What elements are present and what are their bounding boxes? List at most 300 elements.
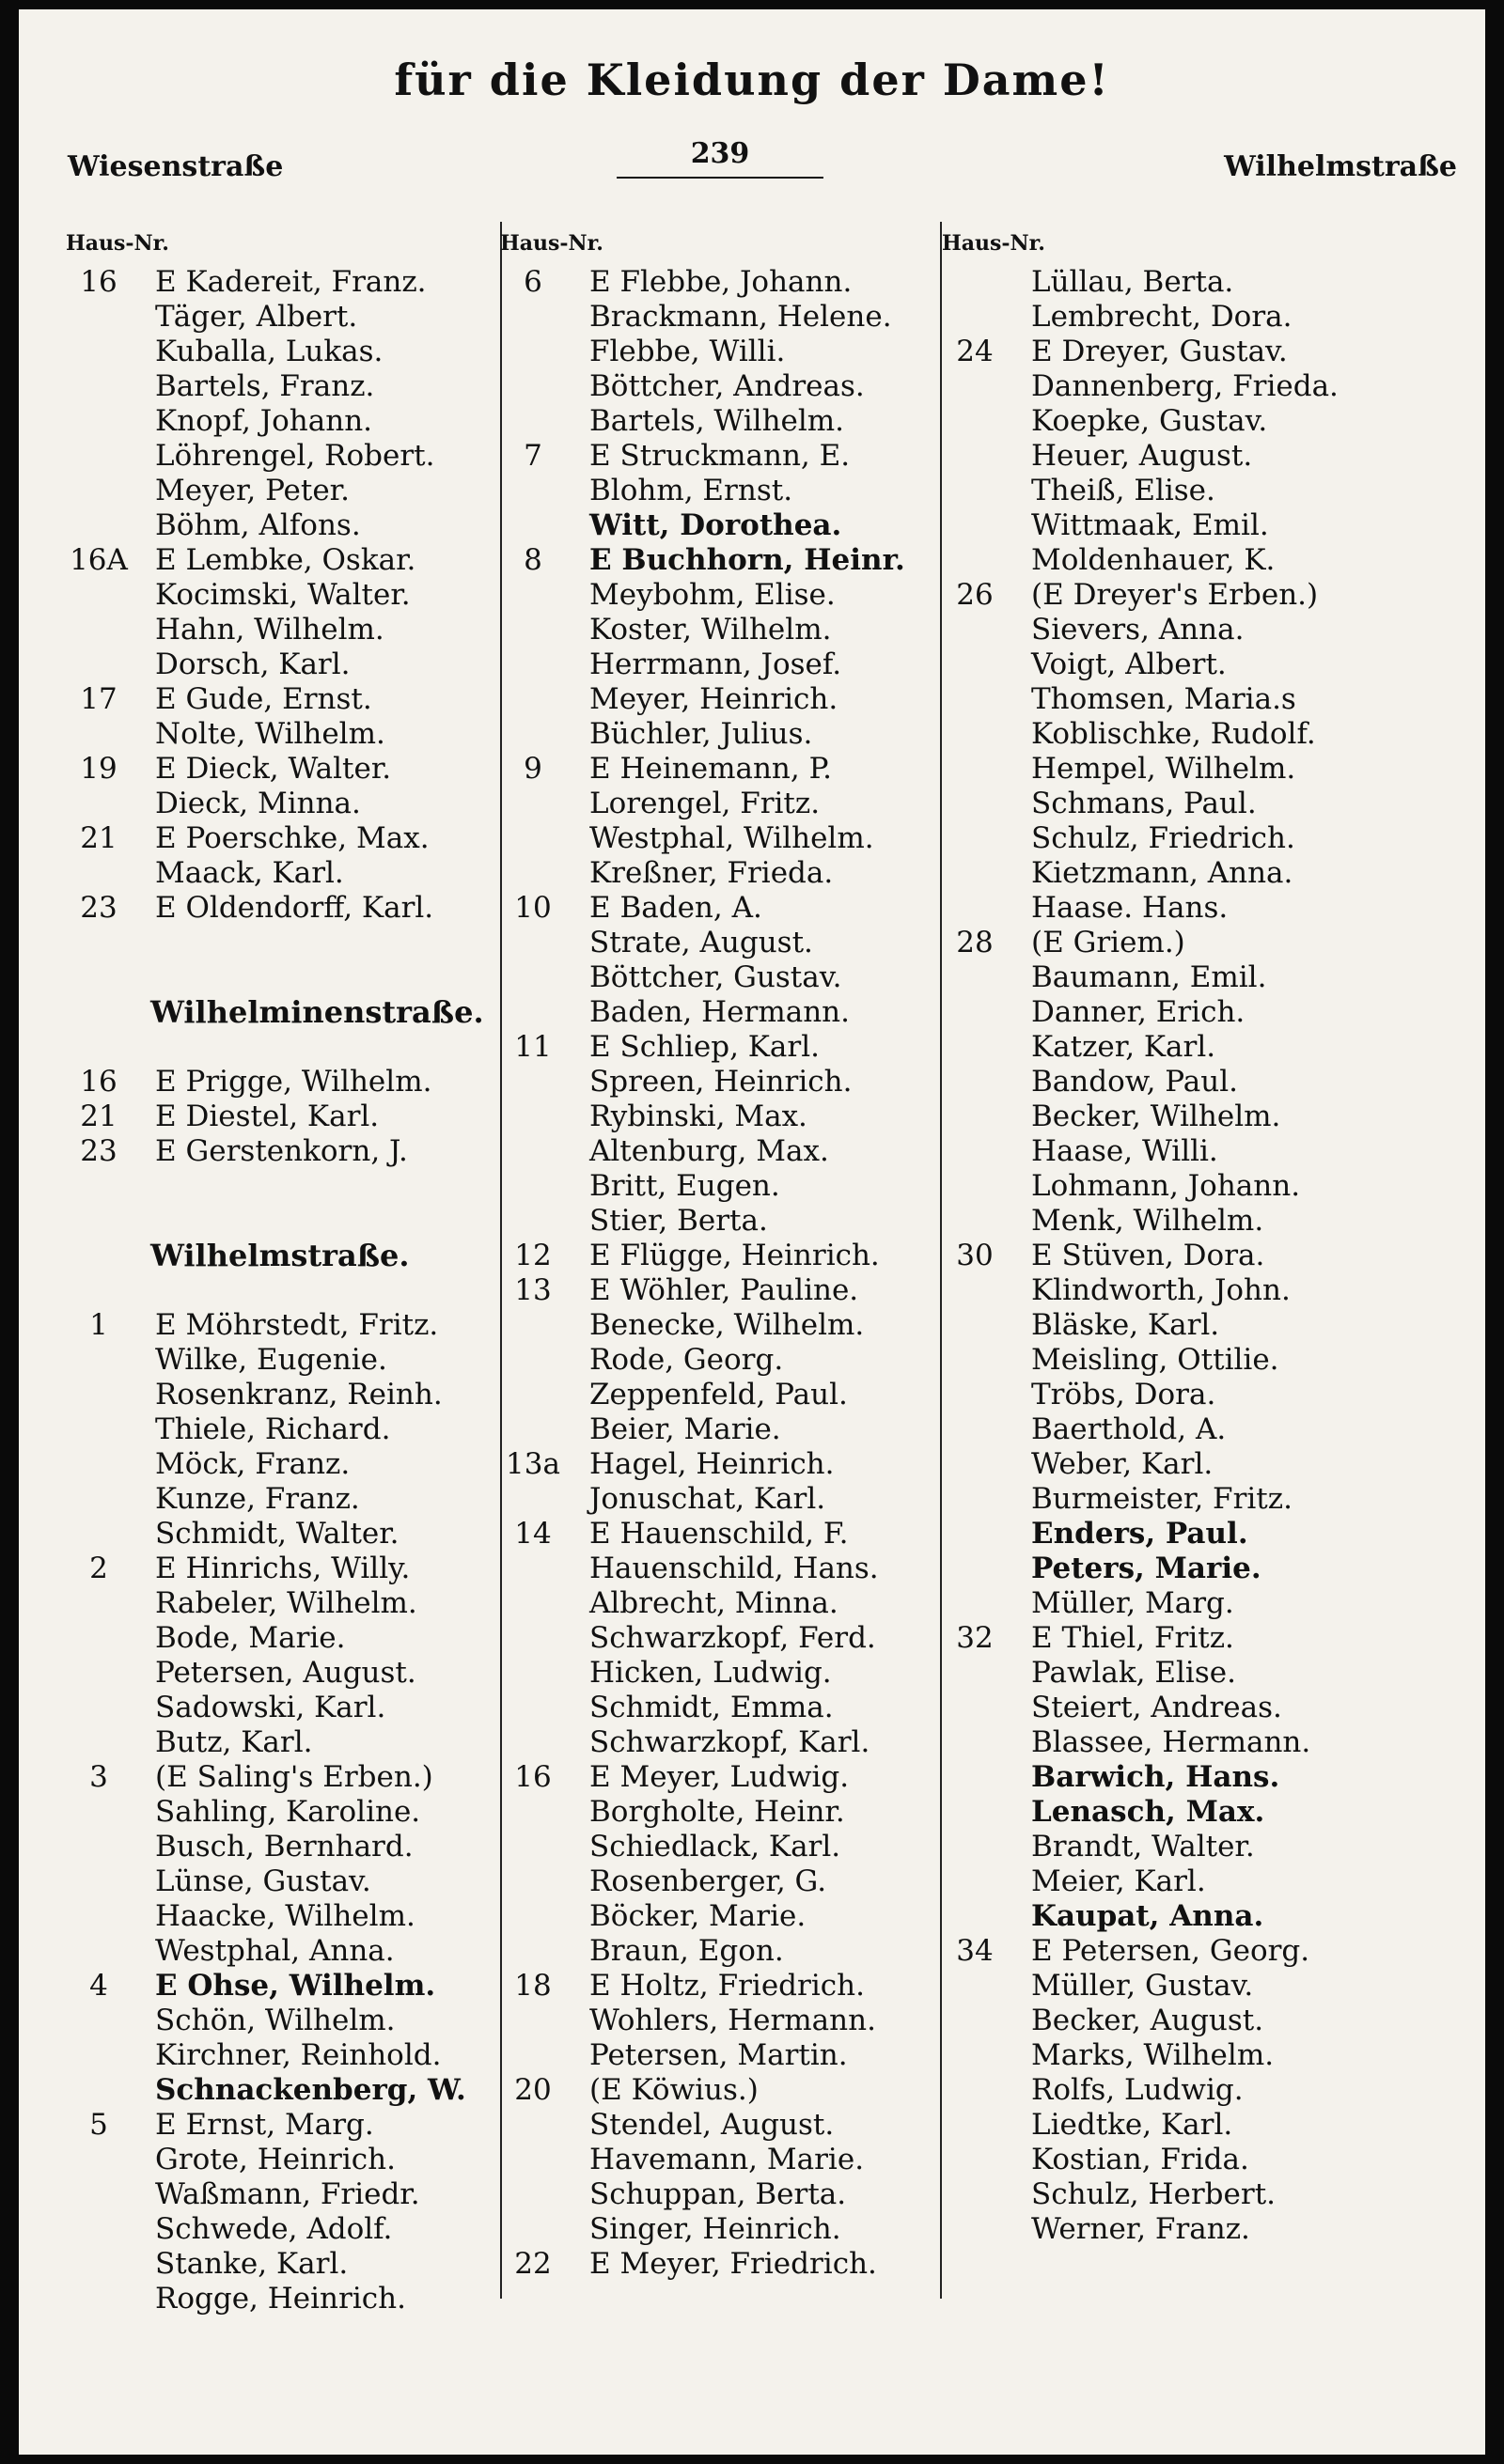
resident-name: Schmidt, Emma. [589, 1691, 834, 1724]
house-number: 5 [89, 2108, 108, 2142]
resident-entry [942, 2177, 1468, 2212]
resident-entry [500, 1691, 942, 1725]
resident-entry [942, 2212, 1468, 2247]
resident-entry [942, 1899, 1468, 1934]
resident-entry [942, 613, 1468, 647]
resident-entry [942, 2038, 1468, 2073]
resident-entry [66, 717, 526, 752]
resident-entry [500, 2038, 942, 2073]
resident-name: Büchler, Julius. [589, 717, 813, 751]
resident-entry [500, 1621, 942, 1656]
resident-entry [500, 926, 942, 960]
resident-name: Kunze, Franz. [155, 1482, 360, 1516]
resident-name: Hauenschild, Hans. [589, 1552, 879, 1585]
resident-entry [66, 613, 526, 647]
house-number: 1 [89, 1308, 108, 1342]
resident-entry [500, 1934, 942, 1969]
resident-name: Theiß, Elise. [1031, 474, 1215, 507]
resident-name: Herrmann, Josef. [589, 647, 842, 681]
resident-name: Benecke, Wilhelm. [589, 1308, 865, 1342]
spacer [66, 926, 526, 960]
house-number: 34 [956, 1934, 994, 1968]
resident-entry [500, 335, 942, 369]
resident-name: Kuballa, Lukas. [155, 335, 384, 368]
house-number: 20 [514, 2073, 552, 2107]
resident-entry [942, 439, 1468, 474]
resident-name: Wilke, Eugenie. [155, 1343, 387, 1377]
street-heading: Wilhelmstraße. [150, 1238, 410, 1273]
resident-name: Haacke, Wilhelm. [155, 1899, 415, 1933]
resident-entry [942, 1239, 1468, 1273]
resident-entry [500, 404, 942, 439]
resident-name: Schmans, Paul. [1031, 787, 1257, 820]
resident-name: E Gerstenkorn, J. [155, 1134, 408, 1168]
resident-entry [500, 717, 942, 752]
house-number: 2 [89, 1552, 108, 1585]
resident-name: Böhm, Alfons. [155, 508, 361, 542]
spacer [66, 1273, 526, 1308]
resident-name: Schuppan, Berta. [589, 2177, 847, 2211]
resident-entry [66, 1621, 526, 1656]
resident-entry [66, 1969, 526, 2004]
resident-entry [500, 1065, 942, 1099]
resident-entry [500, 856, 942, 891]
house-number: 23 [80, 891, 118, 925]
resident-name: Wohlers, Hermann. [589, 2004, 876, 2037]
resident-entry [500, 1899, 942, 1934]
resident-entry [500, 752, 942, 787]
resident-name: Schwarzkopf, Ferd. [589, 1621, 876, 1655]
resident-name: Schulz, Herbert. [1031, 2177, 1277, 2211]
resident-entry [942, 647, 1468, 682]
resident-name: E Ernst, Marg. [155, 2108, 374, 2142]
resident-name: E Hinrichs, Willy. [155, 1552, 411, 1585]
resident-name: E Dreyer, Gustav. [1031, 335, 1288, 368]
resident-name: (E Griem.) [1031, 926, 1185, 959]
resident-name: E Dieck, Walter. [155, 752, 392, 786]
resident-name: Lembrecht, Dora. [1031, 300, 1292, 334]
resident-entry [66, 1691, 526, 1725]
resident-entry [942, 960, 1468, 995]
resident-name: Müller, Marg. [1031, 1586, 1234, 1620]
resident-entry [66, 682, 526, 717]
resident-entry [942, 821, 1468, 856]
resident-name: E Wöhler, Pauline. [589, 1273, 859, 1307]
resident-name: Peters, Marie. [1031, 1552, 1261, 1585]
resident-name: Rybinski, Max. [589, 1099, 807, 1133]
house-number: 14 [514, 1517, 552, 1551]
resident-entry [942, 2073, 1468, 2108]
resident-entry [942, 1169, 1468, 1204]
house-number: 18 [514, 1969, 552, 2003]
resident-entry [942, 1099, 1468, 1134]
resident-name: Danner, Erich. [1031, 995, 1246, 1029]
resident-entry [942, 717, 1468, 752]
resident-name: Bläske, Karl. [1031, 1308, 1220, 1342]
resident-name: Moldenhauer, K. [1031, 543, 1276, 577]
resident-entry [66, 1830, 526, 1864]
resident-name: Havemann, Marie. [589, 2143, 865, 2176]
resident-entry [942, 752, 1468, 787]
resident-entry [500, 1343, 942, 1378]
column-1 [66, 222, 526, 2316]
resident-name: E Heinemann, P. [589, 752, 833, 786]
spacer [66, 1204, 526, 1239]
resident-entry [500, 543, 942, 578]
house-number: 4 [89, 1969, 108, 2003]
resident-name: Lorengel, Fritz. [589, 787, 821, 820]
resident-name: Maack, Karl. [155, 856, 344, 890]
resident-name: Rabeler, Wilhelm. [155, 1586, 417, 1620]
resident-entry [500, 1169, 942, 1204]
resident-entry [500, 2143, 942, 2177]
resident-name: Kietzmann, Anna. [1031, 856, 1293, 890]
resident-name: Kirchner, Reinhold. [155, 2038, 442, 2072]
house-number: 32 [956, 1621, 994, 1655]
resident-entry [942, 1691, 1468, 1725]
house-number: 26 [956, 578, 994, 612]
resident-entry [942, 995, 1468, 1030]
street-heading: Wilhelminenstraße. [150, 994, 484, 1030]
resident-entry [500, 2212, 942, 2247]
resident-name: Meyer, Heinrich. [589, 682, 838, 716]
resident-entry [942, 1830, 1468, 1864]
resident-name: Enders, Paul. [1031, 1517, 1248, 1551]
resident-entry [66, 821, 526, 856]
resident-entry [66, 1099, 526, 1134]
resident-entry [66, 856, 526, 891]
resident-name: Bartels, Wilhelm. [589, 404, 845, 438]
resident-entry [66, 891, 526, 926]
resident-name: Sievers, Anna. [1031, 613, 1245, 647]
resident-name: E Baden, A. [589, 891, 762, 925]
resident-entry [500, 1586, 942, 1621]
resident-entry [500, 891, 942, 926]
resident-name: Petersen, August. [155, 1656, 416, 1690]
resident-entry [500, 474, 942, 508]
resident-name: Meyer, Peter. [155, 474, 350, 507]
resident-entry [66, 2143, 526, 2177]
resident-entry [500, 960, 942, 995]
resident-entry [500, 265, 942, 300]
resident-entry [66, 369, 526, 404]
resident-name: E Meyer, Friedrich. [589, 2247, 877, 2281]
resident-name: Rogge, Heinrich. [155, 2282, 406, 2316]
resident-name: Altenburg, Max. [589, 1134, 829, 1168]
resident-name: E Meyer, Ludwig. [589, 1760, 850, 1794]
resident-entry [942, 891, 1468, 926]
resident-name: Bandow, Paul. [1031, 1065, 1238, 1099]
resident-name: Böttcher, Gustav. [589, 960, 842, 994]
resident-name: Schwarzkopf, Karl. [589, 1725, 870, 1759]
resident-entry [500, 1760, 942, 1795]
house-number: 13 [514, 1273, 552, 1307]
house-number: 19 [80, 752, 118, 786]
resident-entry [500, 1412, 942, 1447]
resident-name: Böcker, Marie. [589, 1899, 807, 1933]
resident-entry [500, 787, 942, 821]
resident-entry [942, 856, 1468, 891]
resident-name: Kostian, Frida. [1031, 2143, 1249, 2176]
resident-name: Brandt, Walter. [1031, 1830, 1255, 1864]
resident-name: Dorsch, Karl. [155, 647, 351, 681]
resident-entry [66, 543, 526, 578]
resident-name: Müller, Gustav. [1031, 1969, 1254, 2003]
resident-name: E Gude, Ernst. [155, 682, 372, 716]
resident-entry [66, 2004, 526, 2038]
resident-entry [66, 1795, 526, 1830]
resident-name: Grote, Heinrich. [155, 2143, 396, 2176]
resident-entry [942, 2108, 1468, 2143]
house-number: 3 [89, 1760, 108, 1794]
resident-name: Lüllau, Berta. [1031, 265, 1234, 299]
resident-name: E Oldendorff, Karl. [155, 891, 434, 925]
resident-entry [942, 926, 1468, 960]
resident-entry [66, 1378, 526, 1412]
resident-entry [66, 1899, 526, 1934]
resident-name: Steiert, Andreas. [1031, 1691, 1282, 1724]
resident-entry [942, 335, 1468, 369]
page-number-rule [617, 177, 823, 179]
resident-name: Rode, Georg. [589, 1343, 784, 1377]
resident-name: (E Köwius.) [589, 2073, 759, 2107]
house-number: 13a [506, 1447, 560, 1481]
resident-name: Stier, Berta. [589, 1204, 768, 1238]
resident-name: E Kadereit, Franz. [155, 265, 427, 299]
spacer [66, 1169, 526, 1204]
resident-entry [500, 2247, 942, 2282]
resident-name: Bartels, Franz. [155, 369, 375, 403]
resident-entry [942, 1795, 1468, 1830]
column-header: Haus-Nr. [500, 231, 603, 256]
resident-name: Burmeister, Fritz. [1031, 1482, 1292, 1516]
resident-entry [942, 1864, 1468, 1899]
spacer [66, 1030, 526, 1065]
resident-name: E Buchhorn, Heinr. [589, 543, 905, 577]
resident-name: Hempel, Wilhelm. [1031, 752, 1296, 786]
resident-entry [66, 1656, 526, 1691]
resident-entry [66, 300, 526, 335]
resident-name: Voigt, Albert. [1031, 647, 1227, 681]
resident-name: Liedtke, Karl. [1031, 2108, 1233, 2142]
resident-name: E Hauenschild, F. [589, 1517, 849, 1551]
resident-entry [942, 1273, 1468, 1308]
resident-entry [500, 1517, 942, 1552]
resident-name: Witt, Dorothea. [589, 508, 842, 542]
resident-name: Tröbs, Dora. [1031, 1378, 1216, 1411]
resident-name: Marks, Wilhelm. [1031, 2038, 1275, 2072]
house-number: 24 [956, 335, 994, 368]
resident-entry [500, 995, 942, 1030]
house-number: 12 [514, 1239, 552, 1272]
resident-name: Sahling, Karoline. [155, 1795, 421, 1829]
resident-name: E Holtz, Friedrich. [589, 1969, 865, 2003]
resident-entry [66, 404, 526, 439]
resident-entry [942, 1760, 1468, 1795]
resident-name: Busch, Bernhard. [155, 1830, 414, 1864]
resident-entry [66, 1412, 526, 1447]
resident-name: Schwede, Adolf. [155, 2212, 393, 2246]
resident-name: Möck, Franz. [155, 1447, 351, 1481]
resident-name: Haase. Hans. [1031, 891, 1229, 925]
resident-entry [942, 1586, 1468, 1621]
resident-name: Becker, Wilhelm. [1031, 1099, 1281, 1133]
resident-name: Katzer, Karl. [1031, 1030, 1216, 1064]
resident-entry [66, 1343, 526, 1378]
resident-name: (E Saling's Erben.) [155, 1760, 433, 1794]
resident-entry [500, 2073, 942, 2108]
resident-entry [500, 1134, 942, 1169]
resident-name: Hahn, Wilhelm. [155, 613, 384, 647]
resident-entry [942, 369, 1468, 404]
resident-name: Zeppenfeld, Paul. [589, 1378, 848, 1411]
resident-name: Westphal, Anna. [155, 1934, 395, 1968]
resident-entry [942, 404, 1468, 439]
house-number: 22 [514, 2247, 552, 2281]
resident-entry [942, 787, 1468, 821]
resident-entry [500, 647, 942, 682]
resident-entry [500, 1308, 942, 1343]
resident-name: Menk, Wilhelm. [1031, 1204, 1264, 1238]
column-header: Haus-Nr. [66, 231, 169, 256]
resident-name: Kocimski, Walter. [155, 578, 411, 612]
resident-entry [500, 1725, 942, 1760]
resident-entry [500, 613, 942, 647]
resident-name: Haase, Willi. [1031, 1134, 1218, 1168]
resident-entry [500, 1030, 942, 1065]
resident-entry [942, 2004, 1468, 2038]
resident-entry [500, 1864, 942, 1899]
resident-entry [500, 2004, 942, 2038]
resident-name: E Stüven, Dora. [1031, 1239, 1265, 1272]
resident-entry [66, 1447, 526, 1482]
resident-name: Hicken, Ludwig. [589, 1656, 832, 1690]
resident-name: Jonuschat, Karl. [589, 1482, 826, 1516]
resident-name: Stendel, August. [589, 2108, 835, 2142]
resident-name: E Flügge, Heinrich. [589, 1239, 880, 1272]
resident-entry [942, 682, 1468, 717]
resident-name: Kaupat, Anna. [1031, 1899, 1264, 1933]
resident-name: Westphal, Wilhelm. [589, 821, 874, 855]
resident-entry [942, 1552, 1468, 1586]
resident-name: Braun, Egon. [589, 1934, 784, 1968]
house-number: 23 [80, 1134, 118, 1168]
resident-name: Lenasch, Max. [1031, 1795, 1265, 1829]
resident-entry [942, 1134, 1468, 1169]
resident-entry [500, 1795, 942, 1830]
resident-name: Meier, Karl. [1031, 1864, 1206, 1898]
resident-name: Spreen, Heinrich. [589, 1065, 853, 1099]
resident-name: Schön, Wilhelm. [155, 2004, 396, 2037]
resident-entry [942, 1412, 1468, 1447]
resident-name: Rosenkranz, Reinh. [155, 1378, 443, 1411]
resident-name: Flebbe, Willi. [589, 335, 786, 368]
resident-entry [942, 1725, 1468, 1760]
resident-name: E Prigge, Wilhelm. [155, 1065, 432, 1099]
resident-entry [500, 439, 942, 474]
resident-name: Nolte, Wilhelm. [155, 717, 385, 751]
resident-entry [500, 1552, 942, 1586]
resident-entry [66, 578, 526, 613]
house-number: 16 [80, 265, 118, 299]
resident-entry [66, 2212, 526, 2247]
resident-entry [66, 752, 526, 787]
resident-name: Lohmann, Johann. [1031, 1169, 1301, 1203]
resident-name: Pawlak, Elise. [1031, 1656, 1236, 1690]
house-number: 16 [80, 1065, 118, 1099]
resident-name: Rolfs, Ludwig. [1031, 2073, 1244, 2107]
resident-name: Wittmaak, Emil. [1031, 508, 1269, 542]
resident-entry [942, 508, 1468, 543]
resident-name: Heuer, August. [1031, 439, 1253, 473]
resident-entry [942, 1447, 1468, 1482]
house-number: 6 [524, 265, 542, 299]
house-number: 21 [80, 1099, 118, 1133]
resident-name: Rosenberger, G. [589, 1864, 827, 1898]
resident-name: Hagel, Heinrich. [589, 1447, 835, 1481]
resident-name: Waßmann, Friedr. [155, 2177, 420, 2211]
resident-name: Baumann, Emil. [1031, 960, 1267, 994]
resident-name: Klindworth, John. [1031, 1273, 1291, 1307]
resident-entry [500, 1273, 942, 1308]
resident-name: E Schliep, Karl. [589, 1030, 821, 1064]
resident-name: Böttcher, Andreas. [589, 369, 865, 403]
resident-entry [66, 2038, 526, 2073]
resident-entry [500, 578, 942, 613]
resident-name: Meybohm, Elise. [589, 578, 836, 612]
resident-name: Bode, Marie. [155, 1621, 346, 1655]
resident-name: Petersen, Martin. [589, 2038, 848, 2072]
resident-entry [66, 2177, 526, 2212]
house-number: 9 [524, 752, 542, 786]
resident-entry [500, 1830, 942, 1864]
resident-entry [942, 2143, 1468, 2177]
resident-entry [942, 265, 1468, 300]
resident-name: Butz, Karl. [155, 1725, 313, 1759]
resident-entry [942, 1482, 1468, 1517]
resident-entry [500, 300, 942, 335]
resident-entry [942, 1934, 1468, 1969]
resident-entry [66, 2108, 526, 2143]
running-head-right: Wilhelmstraße [1224, 150, 1457, 183]
resident-name: Stanke, Karl. [155, 2247, 349, 2281]
page-number: 239 [690, 137, 750, 170]
resident-name: E Poerschke, Max. [155, 821, 430, 855]
resident-name: Koster, Wilhelm. [589, 613, 832, 647]
resident-entry [500, 1969, 942, 2004]
resident-name: E Möhrstedt, Fritz. [155, 1308, 439, 1342]
resident-name: E Petersen, Georg. [1031, 1934, 1310, 1968]
house-number: 28 [956, 926, 994, 959]
resident-name: Schiedlack, Karl. [589, 1830, 841, 1864]
resident-entry [942, 1656, 1468, 1691]
resident-entry [942, 1065, 1468, 1099]
directory-page [19, 9, 1485, 2455]
house-number: 17 [80, 682, 118, 716]
resident-name: Baerthold, A. [1031, 1412, 1227, 1446]
resident-entry [500, 2177, 942, 2212]
house-number: 21 [80, 821, 118, 855]
resident-name: Schmidt, Walter. [155, 1517, 400, 1551]
running-head-left: Wiesenstraße [68, 150, 284, 183]
resident-entry [66, 1760, 526, 1795]
resident-name: (E Dreyer's Erben.) [1031, 578, 1319, 612]
resident-entry [66, 335, 526, 369]
resident-name: Täger, Albert. [155, 300, 358, 334]
resident-entry [66, 1065, 526, 1099]
resident-name: E Diestel, Karl. [155, 1099, 380, 1133]
resident-name: Koepke, Gustav. [1031, 404, 1268, 438]
